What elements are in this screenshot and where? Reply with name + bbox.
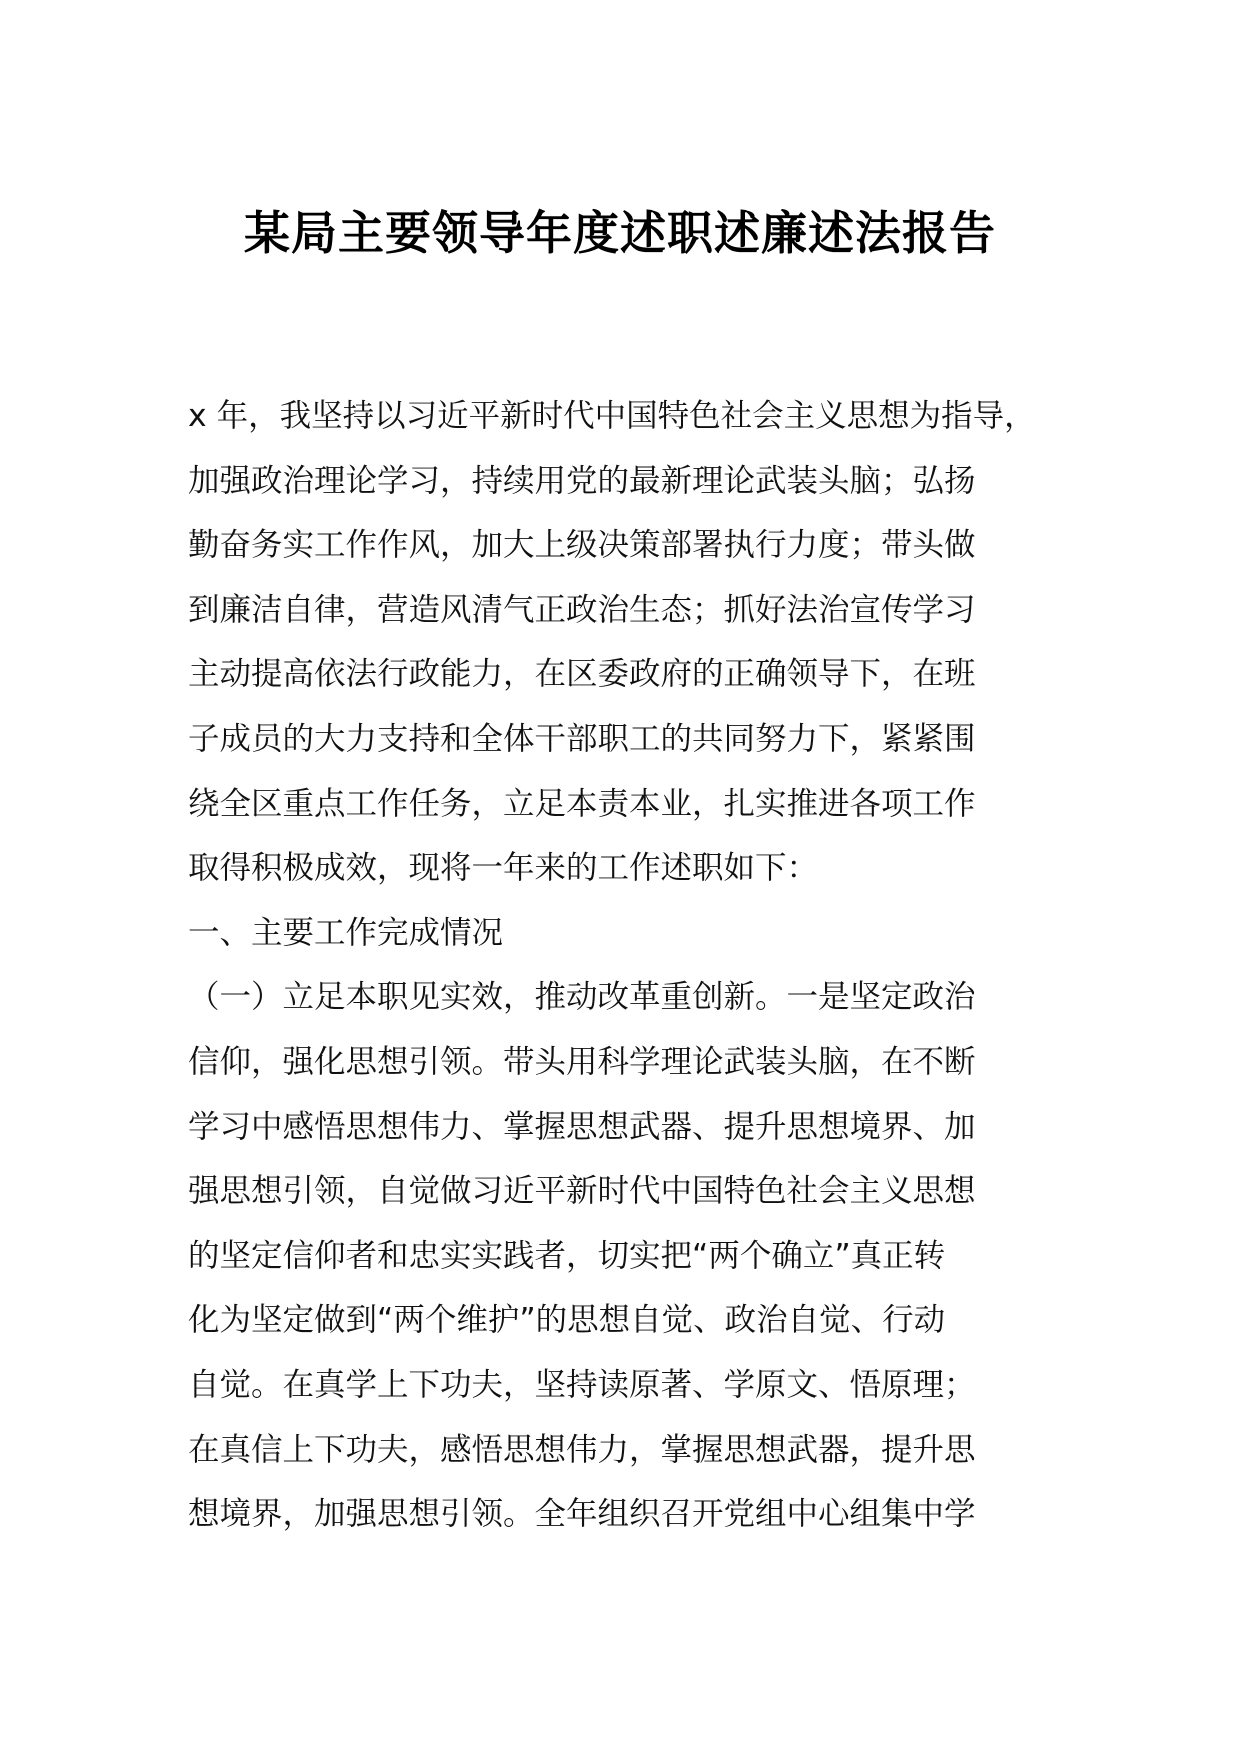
paragraph-line: 勤奋务实工作作风，加大上级决策部署执行力度；带头做 bbox=[188, 527, 976, 564]
paragraph-line: 主动提高依法行政能力，在区委政府的正确领导下，在班 bbox=[188, 656, 976, 693]
paragraph-line: 绕全区重点工作任务，立足本责本业，扎实推进各项工作 bbox=[188, 785, 976, 822]
paragraph-line: 学习中感悟思想伟力、掌握思想武器、提升思想境界、加 bbox=[188, 1108, 976, 1145]
document-body bbox=[188, 384, 1068, 1547]
paragraph-line: x 年，我坚持以习近平新时代中国特色社会主义思想为指导， bbox=[188, 398, 1036, 434]
paragraph-line: 子成员的大力支持和全体干部职工的共同努力下，紧紧围 bbox=[188, 720, 976, 757]
section-heading: 一、主要工作完成情况 bbox=[188, 914, 504, 951]
paragraph-line: 化为坚定做到“两个维护”的思想自觉、政治自觉、行动 bbox=[188, 1302, 946, 1339]
document-title: 某局主要领导年度述职述廉述法报告 bbox=[244, 206, 996, 260]
paragraph-line: 自觉。在真学上下功夫，坚持读原著、学原文、悟原理； bbox=[188, 1366, 976, 1403]
paragraph-line: 在真信上下功夫，感悟思想伟力，掌握思想武器，提升思 bbox=[188, 1431, 976, 1468]
paragraph-line: 想境界，加强思想引领。全年组织召开党组中心组集中学 bbox=[188, 1496, 976, 1533]
paragraph-line: 取得积极成效，现将一年来的工作述职如下： bbox=[188, 850, 819, 887]
paragraph-line: （一）立足本职见实效，推动改革重创新。一是坚定政治 bbox=[188, 979, 976, 1016]
paragraph-line: 信仰，强化思想引领。带头用科学理论武装头脑，在不断 bbox=[188, 1043, 976, 1080]
paragraph-line: 的坚定信仰者和忠实实践者，切实把“两个确立”真正转 bbox=[188, 1237, 946, 1274]
paragraph-line: 到廉洁自律，营造风清气正政治生态；抓好法治宣传学习 bbox=[188, 591, 976, 628]
paragraph-line: 加强政治理论学习，持续用党的最新理论武装头脑；弘扬 bbox=[188, 462, 976, 499]
paragraph-line: 强思想引领，自觉做习近平新时代中国特色社会主义思想 bbox=[188, 1173, 976, 1210]
